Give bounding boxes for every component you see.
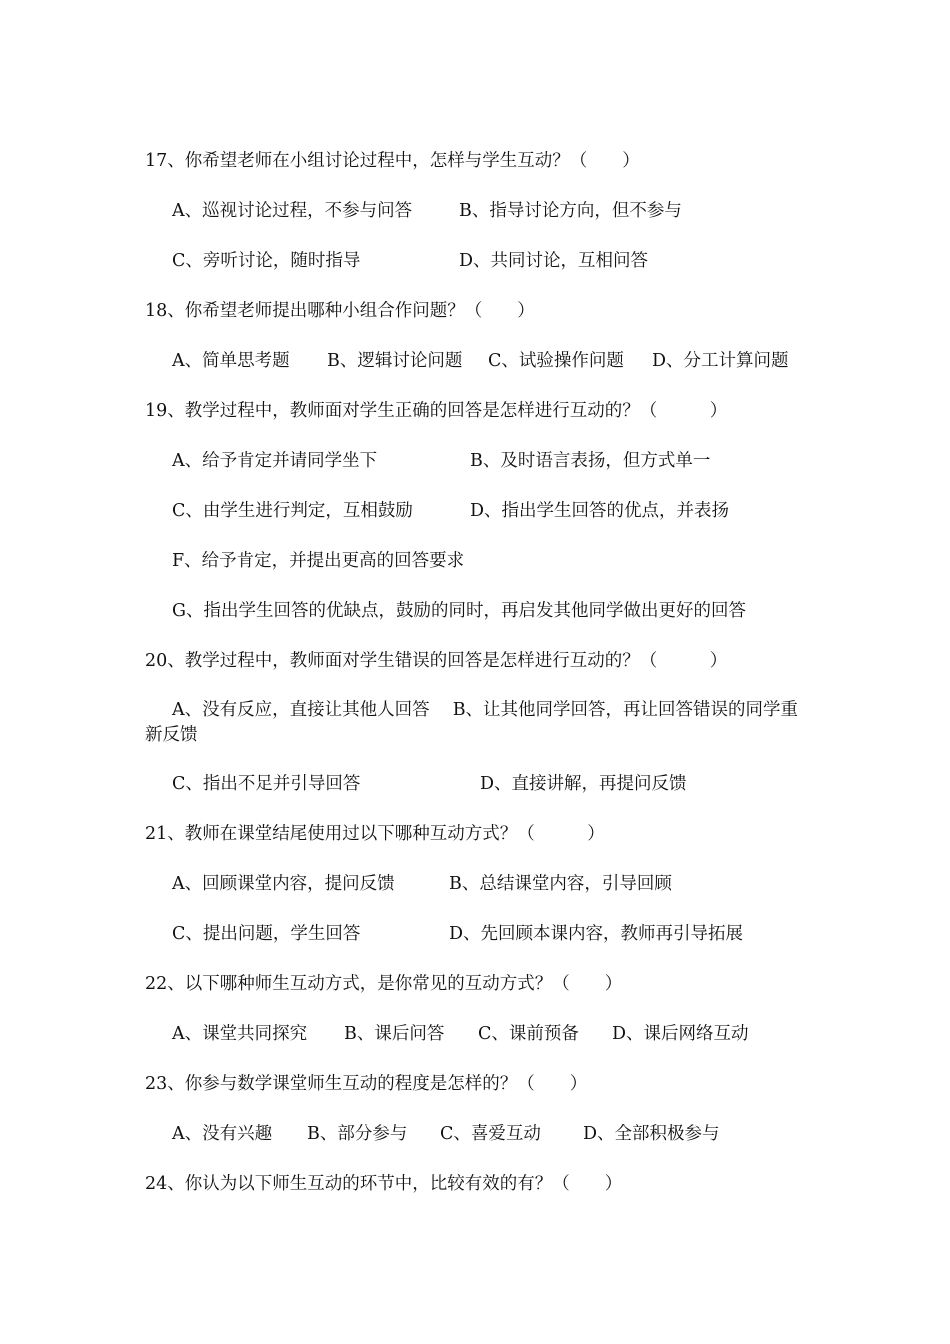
question-23-option-c: C、喜爱互动: [440, 1124, 541, 1144]
question-18-option-c: C、试验操作问题: [488, 351, 624, 371]
question-21-option-d: D、先回顾本课内容，教师再引导拓展: [449, 924, 744, 944]
question-22-option-b: B、课后问答: [344, 1024, 445, 1044]
question-21-option-c: C、提出问题，学生回答: [172, 924, 361, 944]
question-21-option-a: A、回顾课堂内容，提问反馈: [172, 874, 395, 894]
question-18-option-b: B、逻辑讨论问题: [327, 351, 463, 371]
question-21-option-b: B、总结课堂内容，引导回顾: [449, 874, 672, 894]
question-23-stem: 23、你参与数学课堂师生互动的程度是怎样的？（ ）: [145, 1074, 588, 1094]
question-21-stem: 21、教师在课堂结尾使用过以下哪种互动方式？（ ）: [145, 824, 605, 844]
question-20-option-d: D、直接讲解，再提问反馈: [480, 774, 687, 794]
question-17-option-d: D、共同讨论，互相问答: [459, 251, 649, 271]
question-19-option-f: F、给予肯定，并提出更高的回答要求: [172, 551, 465, 571]
question-18-option-a: A、简单思考题: [172, 351, 290, 371]
question-19-stem: 19、教学过程中，教师面对学生正确的回答是怎样进行互动的？（ ）: [145, 401, 728, 421]
question-23-option-b: B、部分参与: [307, 1124, 408, 1144]
question-17-stem: 17、你希望老师在小组讨论过程中，怎样与学生互动？（ ）: [145, 151, 640, 171]
question-20-options-ab: A、没有反应，直接让其他人回答 B、让其他同学回答，再让回答错误的同学重新反馈: [145, 700, 799, 745]
question-22-stem: 22、以下哪种师生互动方式，是你常见的互动方式？（ ）: [145, 974, 623, 994]
question-19-option-b: B、及时语言表扬，但方式单一: [470, 451, 711, 471]
question-22-option-d: D、课后网络互动: [612, 1024, 749, 1044]
question-19-option-a: A、给予肯定并请同学坐下: [172, 451, 378, 471]
question-23-option-d: D、全部积极参与: [583, 1124, 720, 1144]
question-19-option-c: C、由学生进行判定，互相鼓励: [172, 501, 413, 521]
question-18-option-d: D、分工计算问题: [652, 351, 789, 371]
question-17-option-b: B、指导讨论方向，但不参与: [459, 201, 682, 221]
question-19-option-d: D、指出学生回答的优点，并表扬: [470, 501, 730, 521]
question-24-stem: 24、你认为以下师生互动的环节中，比较有效的有？（ ）: [145, 1174, 623, 1194]
question-22-option-a: A、课堂共同探究: [172, 1024, 308, 1044]
question-20-stem: 20、教学过程中，教师面对学生错误的回答是怎样进行互动的？（ ）: [145, 651, 728, 671]
question-23-option-a: A、没有兴趣: [172, 1124, 273, 1144]
question-17-option-a: A、巡视讨论过程，不参与问答: [172, 201, 413, 221]
question-20-option-c: C、指出不足并引导回答: [172, 774, 361, 794]
question-18-stem: 18、你希望老师提出哪种小组合作问题？（ ）: [145, 301, 535, 321]
question-22-option-c: C、课前预备: [478, 1024, 579, 1044]
question-17-option-c: C、旁听讨论，随时指导: [172, 251, 361, 271]
question-19-option-g: G、指出学生回答的优缺点，鼓励的同时，再启发其他同学做出更好的回答: [172, 601, 746, 621]
